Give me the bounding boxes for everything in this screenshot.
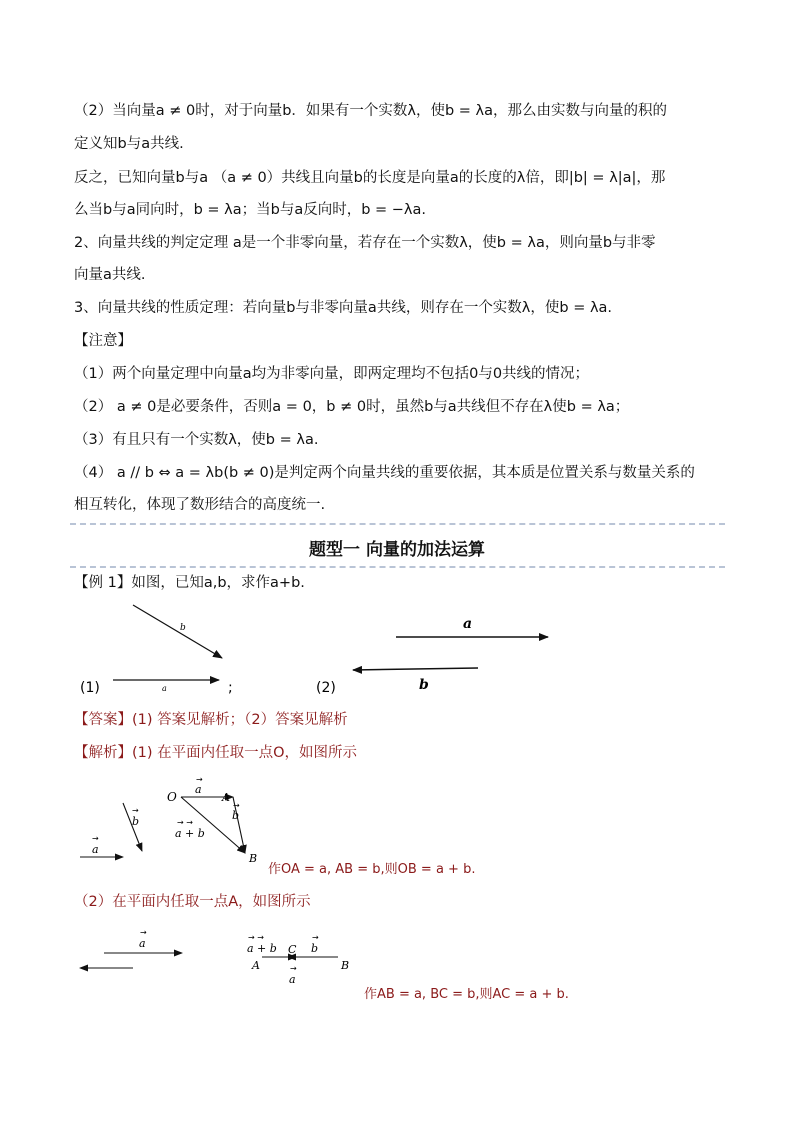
text-line-9: （1）两个向量定理中向量a均为非零向量，即两定理均不包括0与0共线的情况； bbox=[74, 366, 590, 382]
given-b-label: b bbox=[132, 815, 140, 828]
b-label-2: b bbox=[311, 942, 319, 955]
OA-label: a bbox=[195, 783, 202, 796]
vector-b-label: b bbox=[180, 623, 186, 633]
text-line-10: （2） a ≠ 0是必要条件，否则a = 0，b ≠ 0时，虽然b与a共线但不存在λ使b = λa； bbox=[74, 399, 630, 415]
svg-text:→: → bbox=[140, 928, 147, 937]
given-a-label: a bbox=[92, 843, 99, 856]
part1-label: (1) bbox=[80, 680, 100, 696]
divider-top bbox=[70, 523, 725, 525]
text-line-2: 定义知b与a共线. bbox=[74, 136, 184, 152]
AB-label: b bbox=[232, 809, 240, 822]
note-heading: 【注意】 bbox=[74, 333, 132, 349]
vector-b-arrow bbox=[133, 605, 222, 658]
svg-text:→: → bbox=[92, 834, 99, 843]
point-B-label: B bbox=[249, 852, 258, 865]
divider-bottom bbox=[70, 566, 725, 568]
text-line-7: 3、向量共线的性质定理：若向量b与非零向量a共线，则存在一个实数λ，使b = λa. bbox=[74, 300, 613, 316]
text-line-11: （3）有且只有一个实数λ，使b = λa. bbox=[74, 432, 319, 448]
svg-text:→: → bbox=[196, 775, 203, 784]
svg-text:→: → bbox=[312, 933, 319, 942]
svg-text:→: → bbox=[233, 801, 240, 810]
semicolon: ; bbox=[228, 680, 233, 696]
text-line-6: 向量a共线. bbox=[74, 267, 146, 283]
given-a-label-2: a bbox=[139, 937, 146, 950]
point-O-label: O bbox=[167, 790, 177, 804]
analysis-line-2: （2）在平面内任取一点A，如图所示 bbox=[74, 894, 311, 910]
part2-label: (2) bbox=[316, 680, 336, 696]
a-label-below: a bbox=[289, 973, 296, 986]
text-line-3: 反之，已知向量b与a （a ≠ 0）共线且向量b的长度是向量a的长度的λ倍，即|b| = λ|a|，那 bbox=[74, 170, 666, 186]
example-line: 【例 1】如图，已知a,b，求作a+b. bbox=[74, 575, 305, 591]
vector-b2-label: b bbox=[419, 677, 429, 693]
svg-text:→: → bbox=[290, 964, 297, 973]
svg-text:→ →: → → bbox=[177, 818, 193, 827]
vector-a-label: a bbox=[162, 684, 167, 693]
text-line-4: 么当b与a同向时，b = λa；当b与a反向时，b = −λa. bbox=[74, 202, 427, 218]
example-figure bbox=[0, 600, 794, 700]
solution-caption-2: 作AB = a, BC = b,则AC = a + b. bbox=[364, 987, 569, 1002]
point-B-label-2: B bbox=[341, 959, 350, 972]
sum-label-2: a + b bbox=[247, 942, 277, 955]
analysis-line-1: 【解析】(1) 在平面内任取一点O，如图所示 bbox=[74, 745, 358, 761]
section-title: 题型一 向量的加法运算 bbox=[309, 540, 485, 560]
text-line-13: 相互转化，体现了数形结合的高度统一. bbox=[74, 497, 326, 513]
svg-text:→ →: → → bbox=[248, 933, 264, 942]
text-line-5: 2、向量共线的判定定理 a是一个非零向量，若存在一个实数λ，使b = λa，则向量b与非零 bbox=[74, 235, 656, 251]
solution-caption-1: 作OA = a, AB = b,则OB = a + b. bbox=[268, 862, 476, 877]
point-A-label-2: A bbox=[252, 959, 260, 972]
text-line-1: （2）当向量a ≠ 0时，对于向量b．如果有一个实数λ，使b = λa，那么由实数与向量的积的 bbox=[74, 103, 668, 119]
OB-label: a + b bbox=[175, 827, 205, 840]
answer-line: 【答案】(1) 答案见解析；（2）答案见解析 bbox=[74, 712, 348, 728]
text-line-12: （4） a // b ⇔ a = λb(b ≠ 0)是判定两个向量共线的重要依据，其本质是位置关系与数量关系的 bbox=[74, 465, 695, 481]
point-A-label: A bbox=[222, 791, 230, 804]
vector-b2-arrow bbox=[353, 668, 478, 670]
point-C-label: C bbox=[288, 943, 297, 956]
svg-text:→: → bbox=[132, 806, 139, 815]
vector-a2-label: a bbox=[463, 616, 473, 632]
